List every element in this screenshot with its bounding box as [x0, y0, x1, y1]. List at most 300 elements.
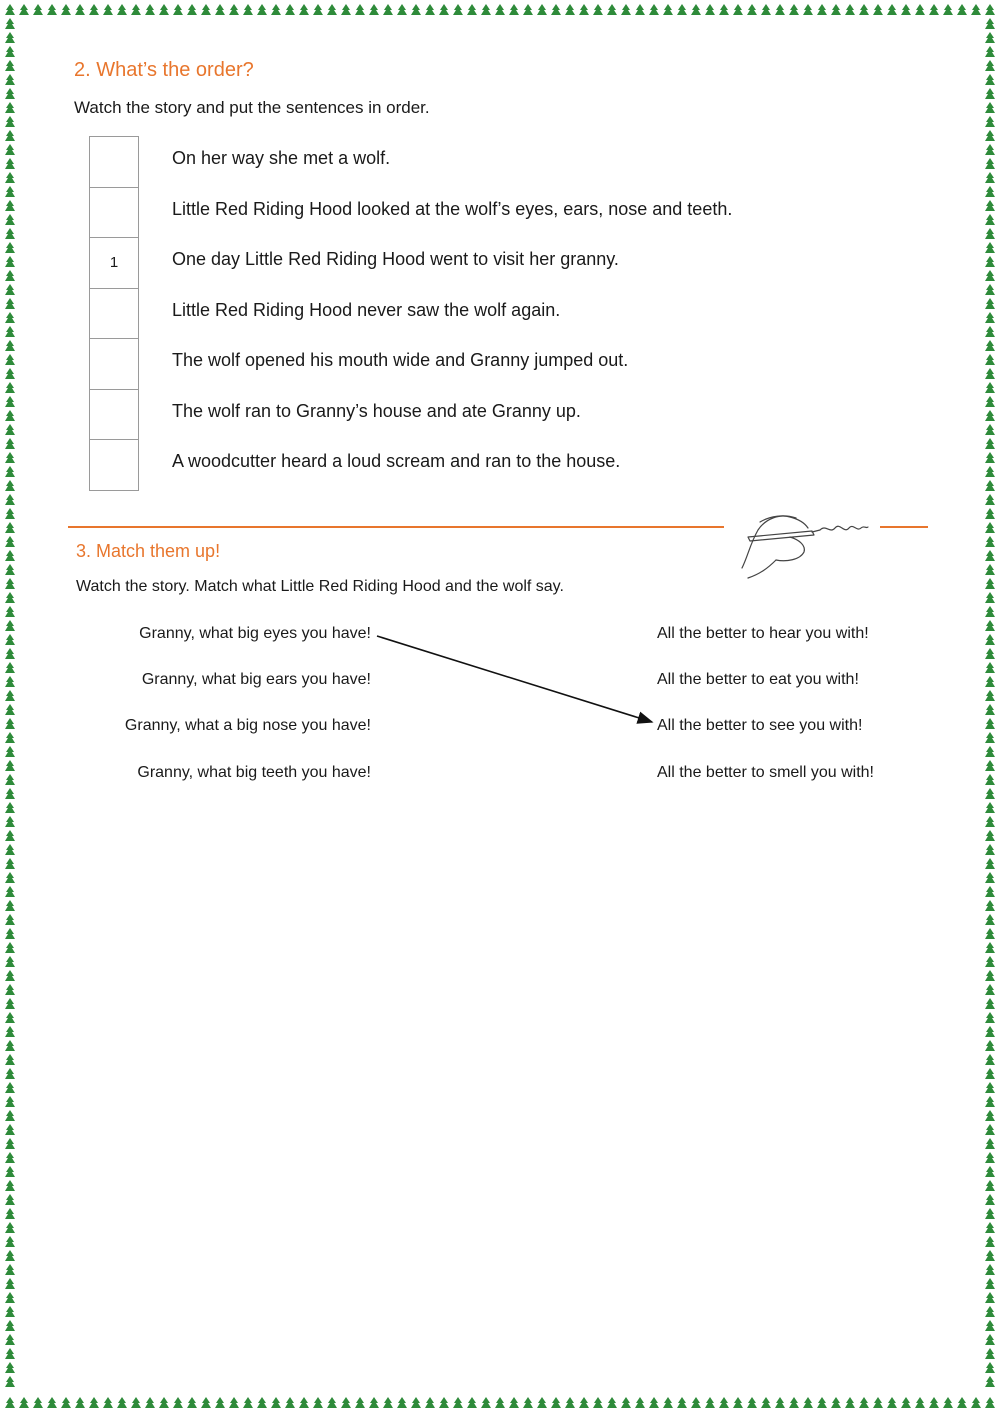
section-2-instructions: Watch the story and put the sentences in order. [74, 98, 430, 117]
tree-icon [985, 214, 995, 225]
tree-icon [5, 1376, 15, 1387]
order-row [89, 389, 849, 440]
tree-icon [5, 1012, 15, 1023]
tree-icon [173, 4, 183, 15]
tree-icon [705, 4, 715, 15]
tree-icon [453, 4, 463, 15]
tree-icon [5, 200, 15, 211]
order-row [89, 338, 849, 389]
tree-icon [985, 1278, 995, 1289]
section-3-instructions: Watch the story. Match what Little Red Riding Hood and the wolf say. [76, 578, 564, 595]
tree-icon [5, 18, 15, 29]
tree-icon [47, 1397, 57, 1408]
tree-icon [5, 592, 15, 603]
tree-icon [5, 396, 15, 407]
tree-icon [369, 4, 379, 15]
tree-icon [873, 1397, 883, 1408]
tree-icon [187, 4, 197, 15]
tree-icon [5, 60, 15, 71]
tree-icon [985, 284, 995, 295]
match-right-item[interactable]: All the better to eat you with! [657, 671, 859, 688]
tree-icon [985, 1236, 995, 1247]
tree-icon [845, 1397, 855, 1408]
tree-icon [5, 368, 15, 379]
tree-icon [985, 704, 995, 715]
tree-icon [971, 1397, 981, 1408]
tree-icon [537, 4, 547, 15]
tree-icon [985, 326, 995, 337]
tree-icon [985, 1110, 995, 1121]
tree-icon [985, 1320, 995, 1331]
order-row [89, 439, 849, 490]
tree-icon [985, 1166, 995, 1177]
tree-icon [117, 4, 127, 15]
match-right-item[interactable]: All the better to hear you with! [657, 625, 869, 642]
tree-icon [621, 1397, 631, 1408]
tree-icon [985, 802, 995, 813]
tree-icon [467, 1397, 477, 1408]
tree-icon [971, 4, 981, 15]
tree-icon [523, 1397, 533, 1408]
tree-icon [5, 1054, 15, 1065]
tree-icon [5, 284, 15, 295]
tree-icon [579, 1397, 589, 1408]
tree-icon [985, 18, 995, 29]
tree-icon [985, 648, 995, 659]
tree-icon [985, 550, 995, 561]
tree-icon [985, 116, 995, 127]
tree-icon [985, 424, 995, 435]
tree-icon [985, 844, 995, 855]
tree-icon [943, 1397, 953, 1408]
tree-icon [985, 1250, 995, 1261]
tree-icon [985, 1054, 995, 1065]
tree-icon [215, 1397, 225, 1408]
tree-icon [341, 1397, 351, 1408]
order-answer-box[interactable] [89, 288, 139, 339]
tree-icon [187, 1397, 197, 1408]
tree-icon [103, 4, 113, 15]
order-answer-box[interactable] [89, 439, 139, 491]
tree-icon [5, 270, 15, 281]
tree-icon [761, 4, 771, 15]
tree-icon [985, 158, 995, 169]
tree-icon [985, 676, 995, 687]
tree-icon [5, 1152, 15, 1163]
tree-icon [411, 1397, 421, 1408]
tree-icon [817, 4, 827, 15]
tree-icon [985, 270, 995, 281]
tree-icon [271, 1397, 281, 1408]
tree-icon [887, 1397, 897, 1408]
tree-icon [929, 4, 939, 15]
tree-icon [5, 1278, 15, 1289]
tree-icon [5, 214, 15, 225]
tree-icon [985, 858, 995, 869]
tree-icon [985, 732, 995, 743]
tree-icon [89, 4, 99, 15]
tree-icon [299, 1397, 309, 1408]
tree-icon [985, 578, 995, 589]
order-sentence: Little Red Riding Hood never saw the wolf again. [172, 299, 561, 320]
tree-icon [761, 1397, 771, 1408]
tree-icon [943, 4, 953, 15]
tree-icon [957, 4, 967, 15]
tree-icon [243, 1397, 253, 1408]
tree-icon [985, 998, 995, 1009]
tree-icon [5, 858, 15, 869]
order-sentence: On her way she met a wolf. [172, 148, 391, 168]
tree-icon [901, 4, 911, 15]
tree-icon [691, 4, 701, 15]
tree-icon [159, 1397, 169, 1408]
tree-icon [985, 1124, 995, 1135]
tree-icon [131, 4, 141, 15]
tree-icon [5, 1110, 15, 1121]
tree-icon [985, 242, 995, 253]
tree-icon [397, 4, 407, 15]
tree-icon [985, 690, 995, 701]
tree-icon [985, 956, 995, 967]
tree-icon [5, 928, 15, 939]
tree-icon [985, 186, 995, 197]
tree-icon [5, 256, 15, 267]
tree-icon [551, 1397, 561, 1408]
tree-icon [985, 340, 995, 351]
tree-icon [145, 4, 155, 15]
order-sentence: The wolf opened his mouth wide and Granny jumped out. [172, 350, 629, 370]
order-sentence: One day Little Red Riding Hood went to visit her granny. [172, 249, 619, 269]
tree-icon [5, 816, 15, 827]
tree-icon [985, 1026, 995, 1037]
tree-icon [985, 60, 995, 71]
tree-icon [215, 4, 225, 15]
tree-icon [5, 452, 15, 463]
tree-icon [313, 4, 323, 15]
tree-icon [5, 522, 15, 533]
tree-icon [481, 1397, 491, 1408]
tree-icon [5, 46, 15, 57]
tree-icon [509, 4, 519, 15]
tree-icon [985, 942, 995, 953]
tree-icon [425, 4, 435, 15]
tree-icon [439, 1397, 449, 1408]
tree-icon [635, 4, 645, 15]
tree-icon [985, 928, 995, 939]
tree-icon [719, 1397, 729, 1408]
tree-icon [985, 872, 995, 883]
tree-icon [551, 4, 561, 15]
tree-icon [5, 564, 15, 575]
order-sentence: A woodcutter heard a loud scream and ran to the house. [172, 451, 621, 471]
tree-icon [789, 1397, 799, 1408]
tree-icon [985, 1040, 995, 1051]
tree-icon [383, 1397, 393, 1408]
tree-icon [285, 1397, 295, 1408]
tree-icon [985, 900, 995, 911]
tree-icon [5, 1222, 15, 1233]
tree-icon [775, 4, 785, 15]
tree-icon [901, 1397, 911, 1408]
tree-icon [747, 4, 757, 15]
order-answer-box[interactable] [89, 338, 139, 389]
match-left-item[interactable]: Granny, what big eyes you have! [139, 625, 371, 642]
order-sentence: The wolf ran to Granny’s house and ate Granny up. [172, 400, 581, 421]
tree-icon [831, 4, 841, 15]
tree-icon [985, 1194, 995, 1205]
tree-icon [607, 1397, 617, 1408]
tree-icon [61, 1397, 71, 1408]
tree-icon [5, 788, 15, 799]
tree-icon [985, 1222, 995, 1233]
tree-icon [985, 228, 995, 239]
tree-icon [5, 620, 15, 631]
tree-icon [5, 1348, 15, 1359]
tree-icon [985, 1208, 995, 1219]
tree-icon [5, 984, 15, 995]
tree-icon [5, 830, 15, 841]
tree-icon [5, 88, 15, 99]
tree-icon [5, 998, 15, 1009]
tree-icon [985, 1397, 995, 1408]
tree-icon [243, 4, 253, 15]
tree-icon [985, 438, 995, 449]
tree-icon [467, 4, 477, 15]
tree-icon [5, 4, 15, 15]
tree-icon [173, 1397, 183, 1408]
tree-icon [5, 312, 15, 323]
tree-icon [397, 1397, 407, 1408]
tree-icon [5, 970, 15, 981]
tree-icon [5, 1082, 15, 1093]
tree-icon [5, 1026, 15, 1037]
tree-icon [481, 4, 491, 15]
tree-icon [985, 1362, 995, 1373]
tree-icon [649, 4, 659, 15]
tree-icon [985, 396, 995, 407]
tree-icon [985, 1376, 995, 1387]
tree-icon [5, 130, 15, 141]
tree-icon [985, 746, 995, 757]
match-left-item[interactable]: Granny, what a big nose you have! [124, 717, 371, 734]
tree-icon [775, 1397, 785, 1408]
tree-icon [5, 746, 15, 757]
tree-icon [425, 1397, 435, 1408]
tree-icon [985, 508, 995, 519]
tree-icon [5, 690, 15, 701]
tree-icon [5, 298, 15, 309]
tree-icon [5, 1334, 15, 1345]
tree-icon [285, 4, 295, 15]
tree-icon [5, 1362, 15, 1373]
tree-icon [355, 1397, 365, 1408]
tree-icon [5, 340, 15, 351]
tree-icon [5, 1320, 15, 1331]
tree-icon [5, 480, 15, 491]
tree-icon [593, 1397, 603, 1408]
tree-icon [985, 144, 995, 155]
tree-icon [565, 4, 575, 15]
order-answer-box[interactable] [89, 187, 139, 238]
tree-icon [5, 1138, 15, 1149]
tree-icon [201, 1397, 211, 1408]
tree-icon [593, 4, 603, 15]
tree-icon [117, 1397, 127, 1408]
tree-icon [5, 242, 15, 253]
tree-icon [89, 1397, 99, 1408]
tree-icon [229, 4, 239, 15]
tree-icon [985, 760, 995, 771]
tree-icon [355, 4, 365, 15]
tree-icon [5, 172, 15, 183]
tree-icon [5, 326, 15, 337]
tree-icon [845, 4, 855, 15]
tree-icon [369, 1397, 379, 1408]
tree-icon [985, 718, 995, 729]
tree-icon [5, 886, 15, 897]
tree-icon [803, 4, 813, 15]
tree-icon [411, 4, 421, 15]
tree-icon [5, 102, 15, 113]
tree-icon [985, 4, 995, 15]
tree-icon [985, 1096, 995, 1107]
tree-icon [103, 1397, 113, 1408]
tree-icon [579, 4, 589, 15]
tree-icon [985, 298, 995, 309]
tree-icon [5, 550, 15, 561]
tree-icon [985, 102, 995, 113]
tree-icon [5, 844, 15, 855]
tree-icon [985, 452, 995, 463]
match-right-item[interactable]: All the better to see you with! [657, 717, 863, 734]
tree-icon [5, 634, 15, 645]
tree-icon [985, 494, 995, 505]
tree-icon [495, 1397, 505, 1408]
tree-icon [5, 32, 15, 43]
tree-icon [985, 634, 995, 645]
tree-icon [985, 466, 995, 477]
tree-icon [887, 4, 897, 15]
tree-icon [859, 1397, 869, 1408]
tree-icon [985, 46, 995, 57]
tree-icon [537, 1397, 547, 1408]
tree-icon [985, 788, 995, 799]
tree-icon [985, 130, 995, 141]
section-3-title: 3. Match them up! [76, 541, 221, 561]
tree-icon [649, 1397, 659, 1408]
tree-icon [5, 872, 15, 883]
tree-icon [5, 186, 15, 197]
tree-icon [5, 228, 15, 239]
tree-icon [985, 382, 995, 393]
tree-icon [229, 1397, 239, 1408]
tree-icon [957, 1397, 967, 1408]
tree-icon [5, 1236, 15, 1247]
tree-icon [985, 1334, 995, 1345]
order-row [89, 288, 849, 339]
tree-icon [803, 1397, 813, 1408]
tree-icon [985, 410, 995, 421]
match-right-item[interactable]: All the better to smell you with! [657, 764, 874, 781]
tree-icon [719, 4, 729, 15]
tree-icon [985, 620, 995, 631]
match-left-item[interactable]: Granny, what big teeth you have! [137, 764, 371, 781]
tree-icon [5, 1292, 15, 1303]
tree-icon [201, 4, 211, 15]
tree-icon [817, 1397, 827, 1408]
tree-icon [5, 1194, 15, 1205]
tree-icon [985, 256, 995, 267]
tree-icon [5, 1264, 15, 1275]
order-answer-box[interactable] [89, 389, 139, 440]
tree-icon [5, 494, 15, 505]
tree-icon [5, 382, 15, 393]
tree-icon [985, 88, 995, 99]
tree-icon [5, 438, 15, 449]
tree-icon [831, 1397, 841, 1408]
tree-icon [985, 1068, 995, 1079]
tree-icon [985, 522, 995, 533]
tree-icon [19, 1397, 29, 1408]
tree-icon [341, 4, 351, 15]
tree-icon [257, 4, 267, 15]
tree-icon [985, 816, 995, 827]
tree-icon [985, 354, 995, 365]
order-row [89, 237, 849, 288]
tree-icon [985, 662, 995, 673]
tree-icon [663, 4, 673, 15]
tree-icon [33, 4, 43, 15]
tree-icon [5, 1397, 15, 1408]
tree-icon [5, 116, 15, 127]
tree-icon [271, 4, 281, 15]
tree-icon [5, 900, 15, 911]
tree-icon [985, 1180, 995, 1191]
tree-icon [985, 312, 995, 323]
tree-icon [929, 1397, 939, 1408]
tree-icon [985, 970, 995, 981]
order-answer-box[interactable] [89, 136, 139, 187]
tree-icon [985, 172, 995, 183]
tree-icon [327, 4, 337, 15]
tree-icon [985, 914, 995, 925]
tree-icon [985, 1082, 995, 1093]
order-row [89, 136, 849, 187]
tree-icon [5, 704, 15, 715]
tree-icon [5, 1040, 15, 1051]
tree-icon [5, 424, 15, 435]
tree-icon [523, 4, 533, 15]
tree-icon [705, 1397, 715, 1408]
match-left-item[interactable]: Granny, what big ears you have! [141, 671, 371, 688]
tree-icon [5, 144, 15, 155]
tree-icon [5, 942, 15, 953]
order-answer-box[interactable]: 1 [89, 237, 139, 288]
tree-icon [453, 1397, 463, 1408]
tree-icon [985, 1264, 995, 1275]
tree-icon [257, 1397, 267, 1408]
tree-icon [915, 4, 925, 15]
tree-icon [5, 1096, 15, 1107]
tree-icon [565, 1397, 575, 1408]
tree-icon [677, 4, 687, 15]
tree-icon [985, 74, 995, 85]
tree-icon [33, 1397, 43, 1408]
tree-icon [5, 536, 15, 547]
tree-icon [5, 1208, 15, 1219]
tree-icon [5, 578, 15, 589]
tree-icon [75, 4, 85, 15]
